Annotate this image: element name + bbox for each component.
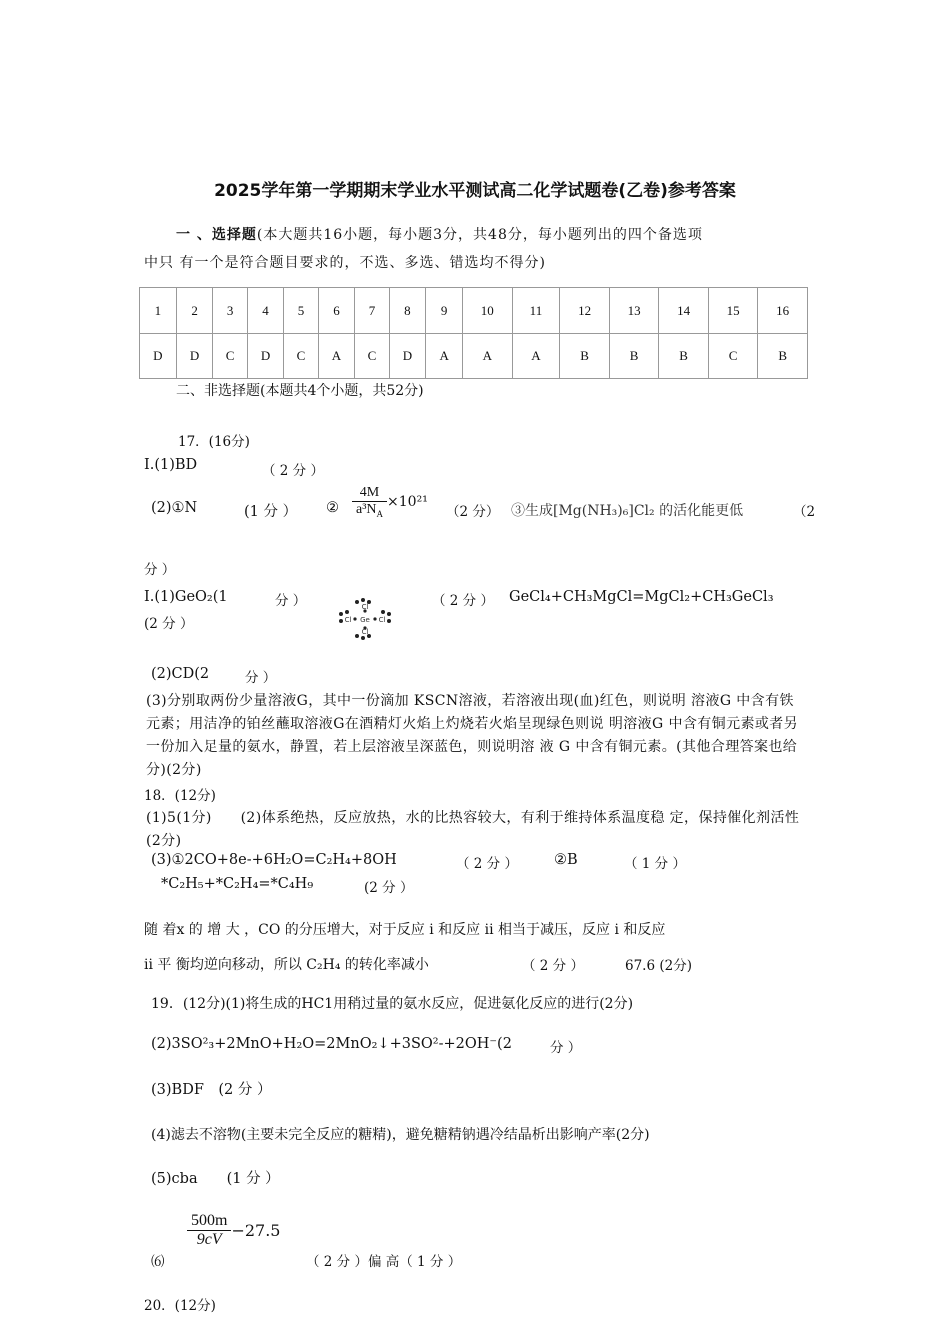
q17-line3: 分 ） bbox=[144, 562, 176, 578]
q18-line6-text: ii 平 衡均逆向移动，所以 C₂H₄ 的转化率减小 bbox=[144, 957, 429, 973]
answer-table-number-row bbox=[140, 288, 808, 334]
q18-header: 18．(12分) bbox=[144, 788, 216, 804]
lewis-cl-right: Cl bbox=[378, 616, 386, 624]
q17-line4-score2: （ 2 分 ） bbox=[432, 593, 494, 609]
q17-line2-score: (1 分 ） bbox=[244, 504, 298, 520]
q17-line1-answer: I.(1)BD bbox=[144, 457, 198, 473]
section1-desc-a: (本大题共16小题，每小题3分，共48分，每小题列出的四个备选项 bbox=[256, 227, 703, 243]
q17-line2-explain: ③生成[Mg(NH₃)₆]Cl₂ 的活化能更低 bbox=[511, 503, 744, 519]
q19-line1: 19．(12分)(1)将生成的HC1用稍过量的氨水反应，促进氨化反应的进行(2分) bbox=[151, 996, 634, 1012]
section2-heading: 二、非选择题(本题共4个小题，共52分) bbox=[176, 383, 424, 399]
answer-table bbox=[139, 287, 808, 379]
table-cell: B bbox=[758, 334, 808, 379]
q17-line1-score: （ 2 分 ） bbox=[262, 463, 324, 479]
fraction bbox=[352, 485, 387, 519]
table-cell: A bbox=[463, 334, 513, 379]
q18-line5: 随 着x 的 增 大 ，CO 的分压增大，对于反应 i 和反应 ii 相当于减压，反应 i 和反应 bbox=[144, 922, 666, 938]
table-cell: 14 bbox=[659, 288, 709, 334]
section1-label: 一 、选择题 bbox=[176, 227, 257, 243]
table-cell: 3 bbox=[213, 288, 247, 334]
fraction-numerator: 4M bbox=[352, 485, 387, 502]
section1-line1 bbox=[176, 224, 703, 244]
answer-table-answer-row bbox=[140, 334, 808, 379]
q18-line3-answer2: ②B bbox=[554, 852, 578, 868]
q19-line3: (3)BDF (2 分 ） bbox=[151, 1082, 272, 1098]
q18-line4-score: (2 分 ） bbox=[364, 880, 414, 896]
q17-line5: (2 分 ） bbox=[144, 616, 194, 632]
fraction-denominator: 9cV bbox=[196, 1231, 222, 1248]
q18-line3-equation: (3)①2CO+8e-+6H₂O=C₂H₄+8OH bbox=[151, 852, 397, 868]
q18-line6-score: （ 2 分 ） bbox=[522, 958, 584, 974]
lewis-cl-bottom: Cl bbox=[361, 628, 369, 636]
q17-line4-equation: GeCl₄+CH₃MgCl=MgCl₂+CH₃GeCl₃ bbox=[509, 589, 774, 605]
table-cell: 12 bbox=[560, 288, 610, 334]
table-cell: B bbox=[659, 334, 709, 379]
q18-line3-score: （ 2 分 ） bbox=[456, 856, 518, 872]
section1-desc-b: 中只 有一个是符合题目要求的，不选、多选、错选均不得分) bbox=[144, 255, 546, 271]
lewis-cl-left: Cl bbox=[344, 616, 352, 624]
lewis-structure-diagram bbox=[337, 597, 393, 641]
q19-line6-label: ⑹ bbox=[151, 1254, 165, 1270]
page-title: 2025学年第一学期期末学业水平测试高二化学试题卷(乙卷)参考答案 bbox=[214, 181, 736, 201]
table-cell: 9 bbox=[426, 288, 463, 334]
q18-line6-answer: 67.6 (2分) bbox=[625, 958, 692, 974]
q17-line2-answer: (2)①N bbox=[151, 500, 198, 516]
table-cell: 2 bbox=[176, 288, 213, 334]
table-cell: B bbox=[609, 334, 659, 379]
q19-line5: (5)cba (1 分 ） bbox=[151, 1171, 280, 1187]
table-cell: 15 bbox=[708, 288, 758, 334]
table-cell: D bbox=[389, 334, 426, 379]
q19-formula bbox=[187, 1212, 280, 1249]
q17-line6-score: 分 ） bbox=[245, 670, 277, 686]
q18-paragraph1: (1)5(1分) (2)体系绝热，反应放热，水的比热容较大，有利于维持体系温度稳 定，保持催化剂活性(2分) bbox=[146, 810, 800, 849]
table-cell: D bbox=[247, 334, 284, 379]
table-cell: D bbox=[176, 334, 213, 379]
table-cell: D bbox=[140, 334, 177, 379]
table-cell: 8 bbox=[389, 288, 426, 334]
table-cell: C bbox=[284, 334, 318, 379]
fraction-denominator-main: a³N bbox=[356, 502, 377, 517]
table-cell: 4 bbox=[247, 288, 284, 334]
table-cell: C bbox=[213, 334, 247, 379]
q17-line4-answer: I.(1)GeO₂(1 bbox=[144, 589, 228, 605]
lewis-cl-top: Cl bbox=[361, 603, 369, 611]
q17-line2-mark: ② bbox=[326, 500, 339, 516]
table-cell: 11 bbox=[512, 288, 560, 334]
table-cell: 13 bbox=[609, 288, 659, 334]
table-cell: A bbox=[318, 334, 355, 379]
q17-header: 17．(16分) bbox=[178, 434, 250, 450]
fraction-denominator-sub: A bbox=[376, 508, 384, 519]
formula-tail: ×10²¹ bbox=[387, 493, 428, 510]
q17-formula bbox=[352, 485, 428, 519]
table-cell: C bbox=[708, 334, 758, 379]
table-cell: 6 bbox=[318, 288, 355, 334]
q20-header: 20．(12分) bbox=[144, 1298, 216, 1314]
q17-line2-score3: （2 bbox=[793, 504, 816, 520]
table-cell: 10 bbox=[463, 288, 513, 334]
q17-line6-answer: (2)CD(2 bbox=[151, 666, 210, 682]
fraction-denominator bbox=[352, 502, 387, 519]
q18-line4-equation: *C₂H₅+*C₂H₄=*C₄H₉ bbox=[161, 876, 314, 892]
q19-line2-equation: (2)3SO²₃+2MnO+H₂O=2MnO₂↓+3SO²-+2OH⁻(2 bbox=[151, 1036, 512, 1052]
table-cell: B bbox=[560, 334, 610, 379]
q19-line6-score: （ 2 分 ）偏 高（ 1 分 ） bbox=[306, 1254, 462, 1270]
q19-line4: (4)滤去不溶物(主要未完全反应的糖精)，避免糖精钠遇冷结晶析出影响产率(2分) bbox=[151, 1127, 650, 1143]
formula-tail: −27.5 bbox=[231, 1221, 281, 1240]
q17-paragraph3: (3)分别取两份少量溶液G，其中一份滴加 KSCN溶液，若溶液出现(血)红色，则说明 溶液G 中含有铁元素；用洁净的铂丝蘸取溶液G在酒精灯火焰上灼烧若火焰呈现绿色则说 明溶液G 中含有铜元素或者另一份加入足量的氨水，静置，若上层溶液呈深蓝色，则说明溶 液 G 中含有铜元素。(其他合理答案也给分)(2分) bbox=[146, 693, 799, 778]
table-cell: 16 bbox=[758, 288, 808, 334]
fraction-numerator: 500m bbox=[187, 1212, 231, 1231]
table-cell: 1 bbox=[140, 288, 177, 334]
table-cell: A bbox=[512, 334, 560, 379]
table-cell: 5 bbox=[284, 288, 318, 334]
q17-line4-score: 分 ） bbox=[275, 593, 307, 609]
table-cell: C bbox=[355, 334, 389, 379]
table-cell: 7 bbox=[355, 288, 389, 334]
q18-line3-score2: （ 1 分 ） bbox=[624, 856, 686, 872]
lewis-ge-center: Ge bbox=[360, 616, 370, 624]
q19-line2-score: 分 ） bbox=[550, 1040, 582, 1056]
q17-line2-score2: （2 分） bbox=[446, 504, 500, 520]
fraction bbox=[187, 1212, 231, 1249]
table-cell: A bbox=[426, 334, 463, 379]
